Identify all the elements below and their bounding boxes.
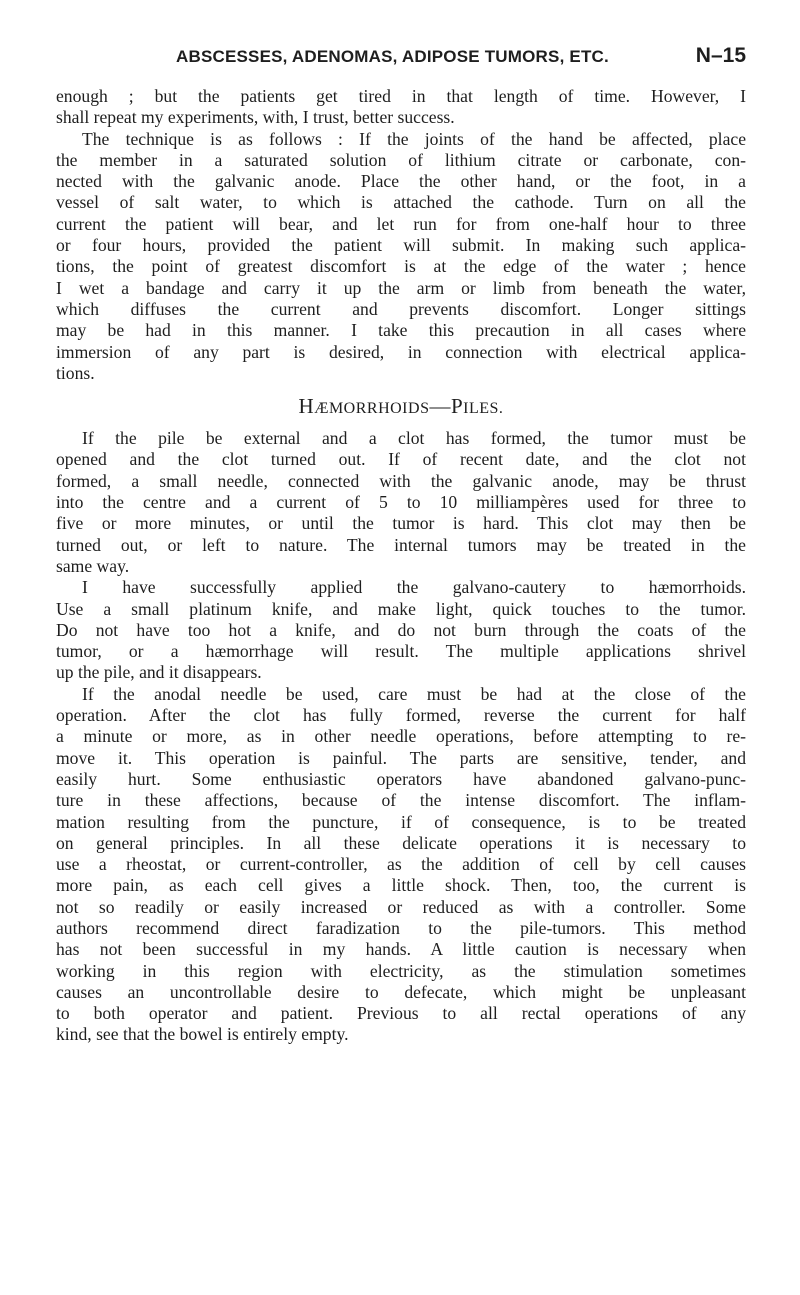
text-line: which diffuses the current and prevents discomfort. Longer sittings xyxy=(56,298,746,319)
text-line: Do not have too hot a knife, and do not burn through the coats of the xyxy=(56,619,746,640)
text-line: easily hurt. Some enthusiastic operators have abandoned galvano-punc- xyxy=(56,768,746,789)
heading-rest-haemorrhoids: ÆMORRHOIDS xyxy=(314,400,430,418)
text-line: enough ; but the patients get tired in that length of time. However, I xyxy=(56,86,746,106)
text-line: operation. After the clot has fully formed, reverse the current for half xyxy=(56,705,746,726)
text-line: tumor, or a hæmorrhage will result. The multiple applications shrivel xyxy=(56,641,746,662)
text-line: more pain, as each cell gives a little shock. Then, too, the current is xyxy=(56,875,746,896)
text-line: opened and the clot turned out. If of recent date, and the clot not xyxy=(56,449,746,470)
paragraph-technique xyxy=(56,129,746,385)
text-line: shall repeat my experiments, with, I trust, better success. xyxy=(56,107,455,128)
text-line: I wet a bandage and carry it up the arm or limb from beneath the water, xyxy=(56,277,746,298)
text-line: vessel of salt water, to which is attached the cathode. Turn on all the xyxy=(56,192,746,213)
text-line: a minute or more, as in other needle operations, before attempting to re- xyxy=(56,726,746,747)
text-line: into the centre and a current of 5 to 10 milliampères used for three to xyxy=(56,492,746,513)
paragraph-continuation xyxy=(56,86,746,129)
text-line: mation resulting from the puncture, if of consequence, is to be treated xyxy=(56,811,746,832)
text-line: to both operator and patient. Previous to all rectal operations of any xyxy=(56,1003,746,1024)
text-line: use a rheostat, or current-controller, as the addition of cell by cell causes xyxy=(56,854,746,875)
heading-rest-piles: ILES. xyxy=(463,400,504,418)
text-line: authors recommend direct faradization to the pile-tumors. This method xyxy=(56,917,746,938)
page-number: N–15 xyxy=(695,44,746,67)
text-line: or four hours, provided the patient will submit. In making such applica- xyxy=(56,235,746,256)
body-text xyxy=(56,86,746,1046)
text-line: on general principles. In all these delicate operations it is necessary to xyxy=(56,832,746,853)
section-heading xyxy=(56,384,746,428)
heading-initial-h: H xyxy=(298,394,315,419)
paragraph-external-pile xyxy=(56,428,746,577)
text-line: tions, the point of greatest discomfort is at the edge of the water ; hence xyxy=(56,256,746,277)
text-line: formed, a small needle, connected with the galvanic anode, may be thrust xyxy=(56,470,746,491)
text-line: five or more minutes, or until the tumor is hard. This clot may then be xyxy=(56,513,746,534)
text-line: nected with the galvanic anode. Place the other hand, or the foot, in a xyxy=(56,171,746,192)
text-line: tions. xyxy=(56,362,95,383)
text-line: working in this region with electricity, as the stimulation sometimes xyxy=(56,960,746,981)
text-line: same way. xyxy=(56,555,130,576)
text-line: not so readily or easily increased or reduced as with a controller. Some xyxy=(56,896,746,917)
heading-initial-p: P xyxy=(450,394,464,419)
running-title: ABSCESSES, ADENOMAS, ADIPOSE TUMORS, ETC. xyxy=(176,47,609,66)
text-line: causes an uncontrollable desire to defecate, which might be unpleasant xyxy=(56,981,746,1002)
text-line: The technique is as follows : If the joints of the hand be affected, place xyxy=(82,128,746,149)
paragraph-galvano-cautery xyxy=(56,577,746,683)
text-line: may be had in this manner. I take this precaution in all cases where xyxy=(56,320,746,341)
running-head xyxy=(176,44,746,74)
text-line: the member in a saturated solution of lithium citrate or carbonate, con- xyxy=(56,149,746,170)
text-line: kind, see that the bowel is entirely empty. xyxy=(56,1024,349,1045)
text-line: If the pile be external and a clot has formed, the tumor must be xyxy=(82,428,746,449)
text-line: I have successfully applied the galvano-cautery to hæmorrhoids. xyxy=(82,577,746,598)
text-line: ture in these affections, because of the intense discomfort. The inflam- xyxy=(56,790,746,811)
heading-separator: — xyxy=(429,394,451,419)
text-line: move it. This operation is painful. The parts are sensitive, tender, and xyxy=(56,747,746,768)
text-line: Use a small platinum knife, and make light, quick touches to the tumor. xyxy=(56,598,746,619)
text-line: turned out, or left to nature. The internal tumors may be treated in the xyxy=(56,534,746,555)
text-line: immersion of any part is desired, in connection with electrical applica- xyxy=(56,341,746,362)
text-line: current the patient will bear, and let run for from one-half hour to three xyxy=(56,213,746,234)
text-line: up the pile, and it disappears. xyxy=(56,662,262,683)
text-line: has not been successful in my hands. A little caution is necessary when xyxy=(56,939,746,960)
text-line: If the anodal needle be used, care must be had at the close of the xyxy=(82,683,746,704)
paragraph-anodal-needle xyxy=(56,684,746,1046)
